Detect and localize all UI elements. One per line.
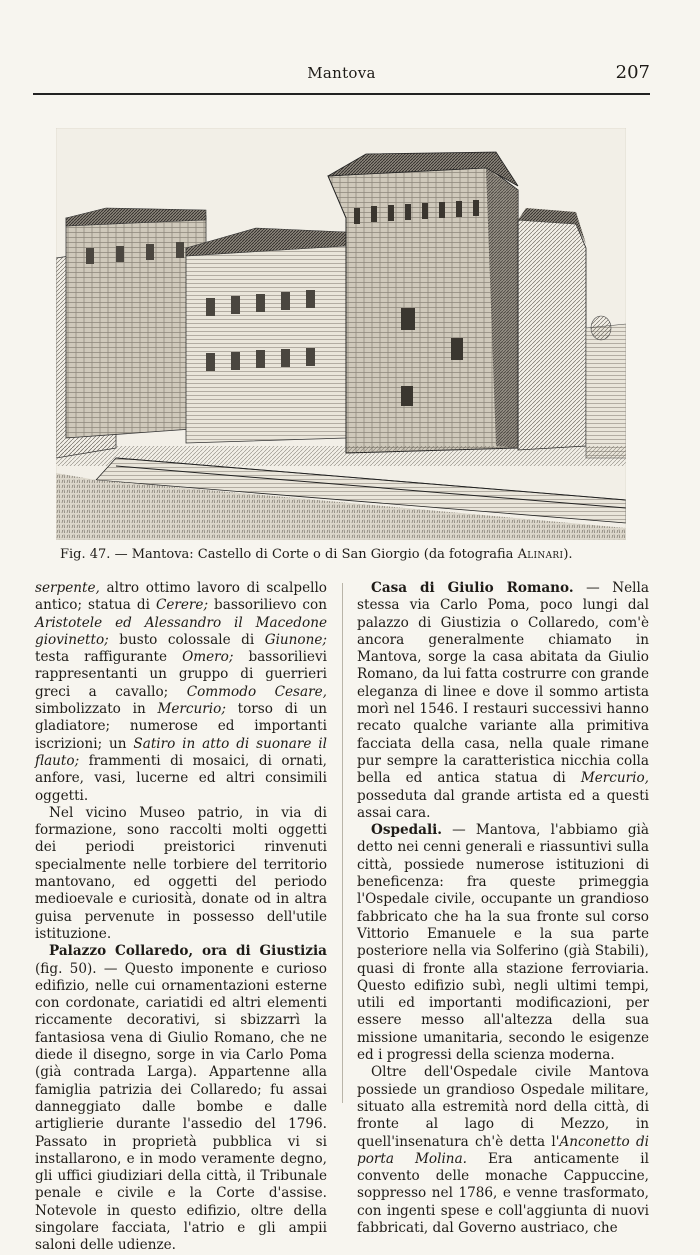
section-heading: Ospedali. <box>371 822 443 839</box>
castle-engraving <box>56 128 626 540</box>
header-rule <box>33 93 650 95</box>
paragraph-museum-list: serpente, altro ottimo lavoro di scalpello antico; statua di Cerere; bassorilievo con Aristotele ed Alessandro il Macedone giovinetto; busto colossale di Giunone; testa raffigurante Omero; bassorilievi rappresentanti un gruppo di guerrieri greci a cavallo; Commodo Cesare, simbolizzato in Mercurio; torso di un gladiatore; numerose ed importanti iscrizioni; un Satiro in atto di suonare il flauto; frammenti di mosaici, di ornati, anfore, vasi, lucerne ed altri consimili oggetti. <box>35 580 328 804</box>
paragraph-ospedale-militare: Oltre dell'Ospedale civile Mantova possiede un grandioso Ospedale militare, situato alla estremità nord della città, di fronte al lago di Mezzo, in quell'insenatura ch'è detta l'Anconetto di porta Molina. Era anticamente il convento delle monache Cappuccine, soppresso nel 1786, e venne trasformato, con ingenti spese e coll'aggiunta di nuovi fabbricati, dal Governo austriaco, che <box>357 1064 649 1236</box>
caption-end: ). <box>563 547 573 562</box>
left-column <box>35 580 327 1255</box>
page-number: 207 <box>615 62 650 83</box>
running-title: Mantova <box>307 64 376 82</box>
figure-caption <box>60 547 660 563</box>
caption-text: Fig. 47. — Mantova: Castello di Corte o di San Giorgio (da fotografia <box>60 547 514 562</box>
caption-credit: Alinari <box>517 547 564 562</box>
paragraph-ospedali: Ospedali. — Mantova, l'abbiamo già detto nei cenni generali e riassuntivi sulla città, possiede numerose istituzioni di beneficenza: fra queste primeggia l'Ospedale civile, occupante un grandioso fabbricato che ha la sua fronte sul corso Vittorio Emanuele e la sua parte posteriore nella via Solferino (già Stabili), quasi di fronte alla stazione ferroviaria. Questo edifizio subì, negli ultimi tempi, utili ed importanti modificazioni, per essere messo all'altezza della sua missione umanitaria, secondo le esigenze ed i progressi della scienza moderna. <box>357 822 649 1064</box>
section-heading: Casa di Giulio Romano. <box>371 580 574 596</box>
paragraph-palazzo-collaredo: Palazzo Collaredo, ora di Giustizia (fig. 50). — Questo imponente e curioso edifizio, nelle cui ornamentazioni esterne con cordonate, cariatidi ed altri elementi riccamente decorativi, si sbizzarrì la fantasiosa vena di Giulio Romano, che ne diede il disegno, sorge in via Carlo Poma (già contrada Larga). Appartenne alla famiglia patrizia dei Collaredo; fu assai danneggiato dalle bombe e dalle artiglierie durante l'assedio del 1796. Passato in proprietà pubblica vi si installarono, e in modo veramente degno, gli uffici giudiziari della città, il Tribunale penale e civile e la Corte d'assise. Notevole in questo edifizio, oltre della singolare facciata, l'atrio e gli ampii saloni delle udienze. <box>35 943 327 1254</box>
column-divider <box>342 583 343 1103</box>
section-heading: Palazzo Collaredo, ora di Giustizia <box>49 943 327 960</box>
right-column <box>357 580 649 1237</box>
paragraph-museo-patrio: Nel vicino Museo patrio, in via di formazione, sono raccolti molti oggetti dei periodi preistorici rinvenuti specialmente nelle torbiere del territorio mantovano, ed oggetti del periodo medioevale e curiosità, donate od in altra guisa pervenute in possesso dell'utile istituzione. <box>35 804 327 942</box>
paragraph-casa-giulio-romano: Casa di Giulio Romano. — Nella stessa via Carlo Poma, poco lungi dal palazzo di Giustizia o Collaredo, com'è ancora generalmente chiamato in Mantova, sorge la casa abitata da Giulio Romano, da lui fatta costrurre con grande eleganza di linee e dove il sommo artista morì nel 1546. I restauri successivi hanno recato qualche variante alla primitiva facciata della casa, nella quale rimane pur sempre la caratteristica nicchia colla bella ed antica statua di Mercurio, posseduta dal grande artista ed a questi assai cara. <box>357 580 649 821</box>
page-header <box>33 62 650 92</box>
